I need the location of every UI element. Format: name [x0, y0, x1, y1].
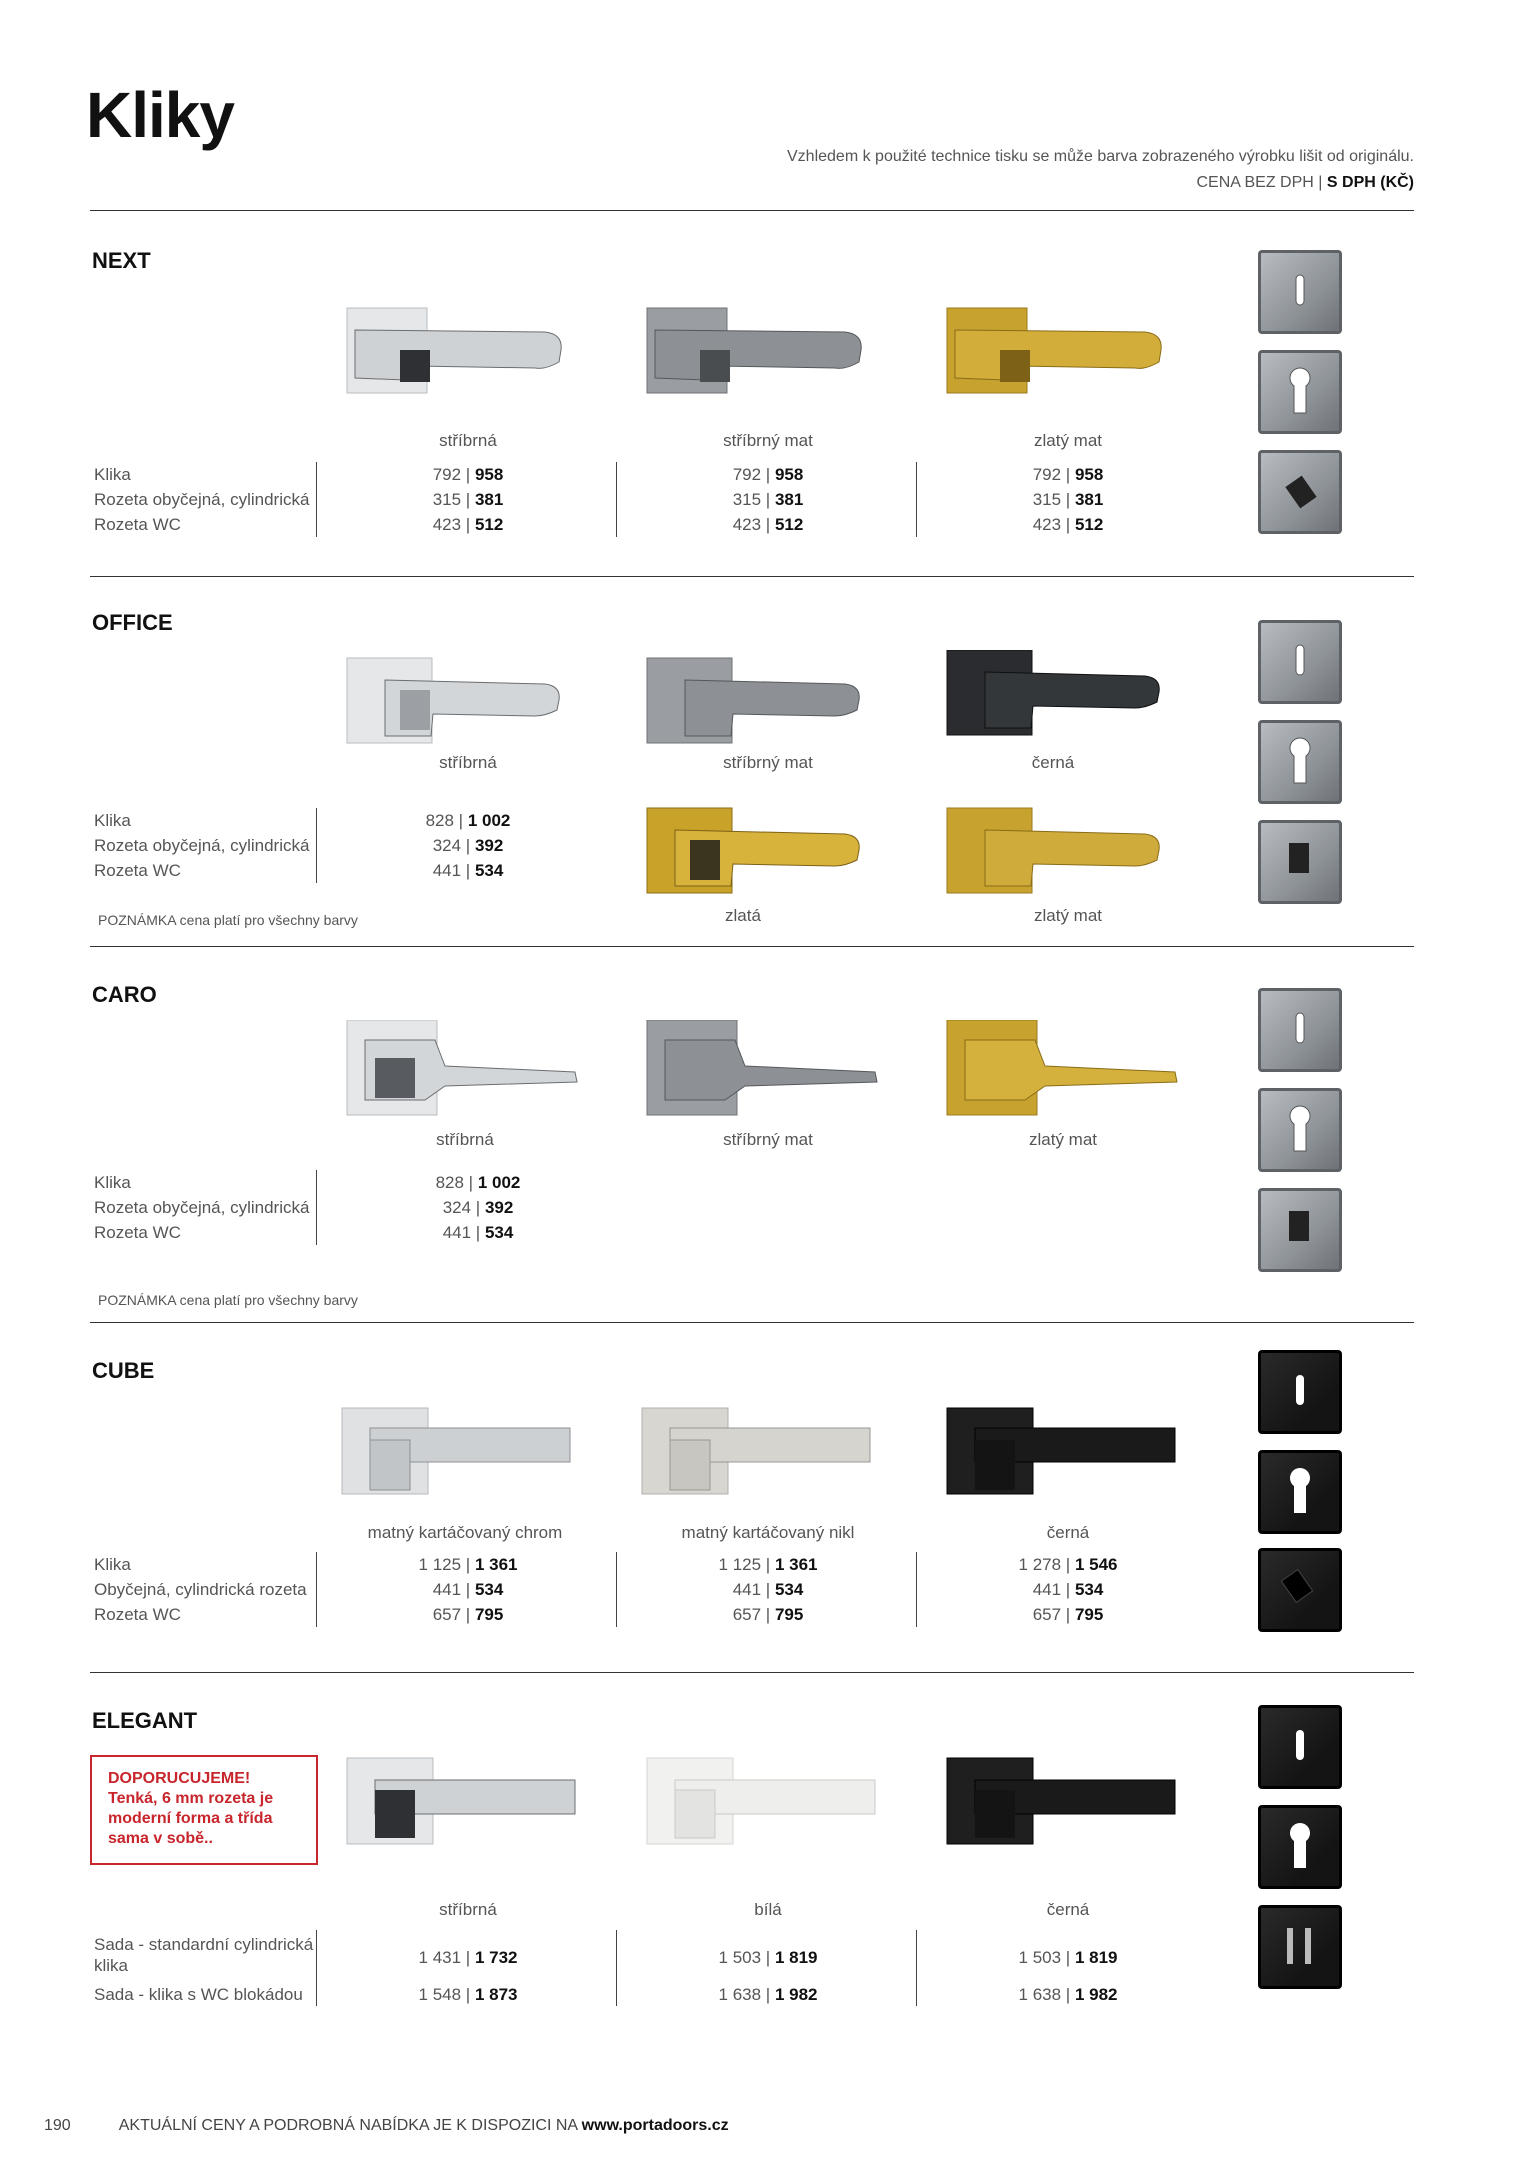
divider [616, 1552, 617, 1627]
wc-rose-icon [1258, 1548, 1342, 1632]
divider [916, 1930, 917, 2006]
section-title-elegant: ELEGANT [92, 1708, 198, 1733]
color-name: stříbrný mat [723, 431, 813, 450]
color-name: černá [1046, 1900, 1090, 1919]
cylinder-rose-icon [1258, 350, 1342, 434]
row-label-elegant-1: Sada - standardní cylindrická klika [94, 1935, 314, 1975]
handle-cube-chrom [340, 1400, 580, 1500]
handle-caro-stribrny-mat [645, 1020, 885, 1120]
color-name: stříbrná [439, 431, 497, 450]
price-note: POZNÁMKA cena platí pro všechny barvy [98, 1292, 358, 1308]
prices-next-stribrna: 792 | 958 315 | 381 423 | 512 [432, 465, 504, 534]
row-label-elegant-2: Sada - klika s WC blokádou [94, 1985, 303, 2004]
divider [916, 462, 917, 537]
divider [616, 1930, 617, 2006]
color-name: stříbrný mat [723, 753, 813, 772]
wc-rose-icon [1258, 450, 1342, 534]
divider [90, 1322, 1414, 1323]
color-name: stříbrná [439, 753, 497, 772]
divider [616, 462, 617, 537]
wc-rose-icon [1258, 820, 1342, 904]
cylinder-rose-icon [1258, 1450, 1342, 1534]
handle-cube-nikl [640, 1400, 880, 1500]
handle-office-zlata [645, 800, 870, 900]
wc-rose-icon [1258, 1905, 1342, 1989]
price-elegant-stribrna-set: 1 431 | 1 732 [418, 1948, 518, 1967]
color-name: stříbrná [439, 1900, 497, 1919]
color-name: zlatý mat [1033, 431, 1103, 450]
color-name: černá [1031, 753, 1075, 772]
footer-url[interactable]: www.portadoors.cz [581, 2117, 729, 2134]
divider [316, 462, 317, 537]
price-elegant-cerna-set: 1 503 | 1 819 [1018, 1948, 1118, 1967]
divider [90, 1672, 1414, 1673]
color-name: zlatá [725, 906, 761, 925]
color-name: stříbrná [436, 1130, 494, 1149]
handle-cube-cerna [945, 1400, 1185, 1500]
color-name: zlatý mat [1028, 1130, 1098, 1149]
row-labels-cube: Klika Obyčejná, cylindrická rozeta Rozeta WC [94, 1555, 307, 1624]
keyhole-rose-icon [1258, 620, 1342, 704]
page-title: Kliky [86, 79, 234, 151]
divider [90, 210, 1414, 211]
section-title-caro: CARO [92, 982, 157, 1007]
handle-caro-stribrna [345, 1020, 585, 1120]
prices-cube-cerna: 1 278 | 1 546 441 | 534 657 | 795 [1018, 1555, 1118, 1624]
price-elegant-cerna-wc: 1 638 | 1 982 [1018, 1985, 1118, 2004]
row-labels-caro: Klika Rozeta obyčejná, cylindrická Rozeta WC [94, 1173, 310, 1242]
color-name: bílá [754, 1900, 782, 1919]
divider [916, 1552, 917, 1627]
print-disclaimer: Vzhledem k použité technice tisku se může barva zobrazeného výrobku lišit od originálu. [787, 148, 1414, 165]
keyhole-rose-icon [1258, 988, 1342, 1072]
divider [316, 1552, 317, 1627]
handle-next-stribrny-mat [645, 300, 870, 400]
prices-next-zlaty-mat: 792 | 958 315 | 381 423 | 512 [1032, 465, 1104, 534]
price-elegant-bila-set: 1 503 | 1 819 [718, 1948, 818, 1967]
cylinder-rose-icon [1258, 1805, 1342, 1889]
page-number: 190 [44, 2117, 71, 2134]
footer-text: AKTUÁLNÍ CENY A PODROBNÁ NABÍDKA JE K DISPOZICI NA [118, 2117, 578, 2134]
handle-caro-zlaty-mat [945, 1020, 1185, 1120]
prices-caro: 828 | 1 002 324 | 392 441 | 534 [435, 1173, 521, 1242]
keyhole-rose-icon [1258, 1350, 1342, 1434]
section-title-office: OFFICE [92, 610, 173, 635]
divider [316, 808, 317, 883]
color-name: černá [1046, 1523, 1090, 1542]
wc-rose-icon [1258, 1188, 1342, 1272]
row-labels-next: Klika Rozeta obyčejná, cylindrická Rozeta WC [94, 465, 310, 534]
prices-cube-nikl: 1 125 | 1 361 441 | 534 657 | 795 [718, 1555, 818, 1624]
recommend-box: DOPORUCUJEME! Tenká, 6 mm rozeta je moderní forma a třída sama v sobě.. [90, 1755, 318, 1865]
divider [316, 1170, 317, 1245]
section-title-cube: CUBE [92, 1358, 155, 1383]
prices-cube-chrom: 1 125 | 1 361 441 | 534 657 | 795 [418, 1555, 518, 1624]
divider [90, 576, 1414, 577]
handle-next-stribrna [345, 300, 570, 400]
divider [316, 1930, 317, 2006]
handle-office-zlaty-mat [945, 800, 1170, 900]
prices-next-stribrny-mat: 792 | 958 315 | 381 423 | 512 [732, 465, 804, 534]
cylinder-rose-icon [1258, 1088, 1342, 1172]
color-name: matný kartáčovaný chrom [367, 1523, 563, 1542]
color-name: stříbrný mat [723, 1130, 813, 1149]
price-elegant-bila-wc: 1 638 | 1 982 [718, 1985, 818, 2004]
row-labels-office: Klika Rozeta obyčejná, cylindrická Rozeta WC [94, 811, 310, 880]
price-legend: CENA BEZ DPH | S DPH (KČ) [1196, 174, 1414, 191]
handle-next-zlaty-mat [945, 300, 1170, 400]
divider [90, 946, 1414, 947]
color-name: zlatý mat [1033, 906, 1103, 925]
prices-office: 828 | 1 002 324 | 392 441 | 534 [425, 811, 511, 880]
color-name: matný kartáčovaný nikl [681, 1523, 855, 1542]
handle-elegant-stribrna [345, 1750, 585, 1850]
handle-elegant-bila [645, 1750, 885, 1850]
price-elegant-stribrna-wc: 1 548 | 1 873 [418, 1985, 518, 2004]
footer [44, 2117, 729, 2135]
price-note: POZNÁMKA cena platí pro všechny barvy [98, 912, 358, 928]
cylinder-rose-icon [1258, 720, 1342, 804]
section-title-next: NEXT [92, 248, 151, 273]
handle-office-stribrny-mat [645, 650, 870, 750]
handle-elegant-cerna [945, 1750, 1185, 1850]
handle-office-cerna [945, 650, 1170, 750]
keyhole-rose-icon [1258, 250, 1342, 334]
keyhole-rose-icon [1258, 1705, 1342, 1789]
handle-office-stribrna [345, 650, 570, 750]
